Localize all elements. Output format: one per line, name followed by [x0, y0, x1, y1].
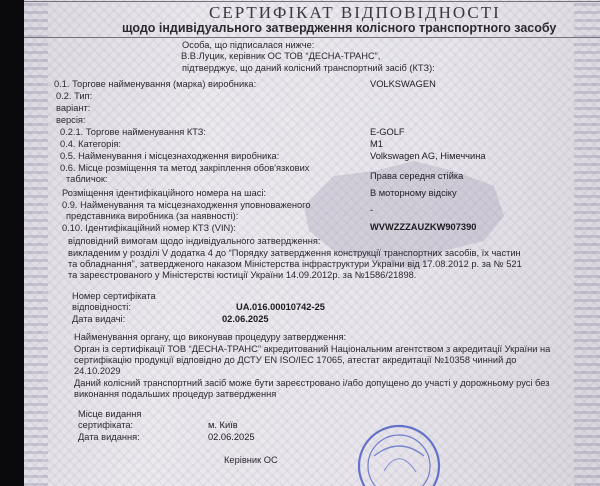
rep-value: -	[370, 205, 374, 215]
footer-signatory: Керівник ОС	[224, 455, 278, 465]
vin-label: 0.10. Ідентифікаційний номер КТЗ (VIN):	[62, 223, 236, 233]
document-subtitle: щодо індивідуального затвердження колісного транспортного засобу	[122, 21, 557, 35]
top-rule	[24, 1, 600, 2]
plates-label-1: 0.6. Місце розміщення та метод закріплення обов'язкових	[60, 163, 310, 173]
certificate-document	[24, 0, 600, 486]
body-info-line-2: Орган із сертифікації ТОВ “ДЕСНА-ТРАНС” акредитований Національним агентством з акредитації України на	[74, 344, 551, 354]
intro-line-1: Особа, що підписалася нижче:	[182, 40, 315, 50]
certificate-number-label-1: Номер сертифіката	[72, 291, 156, 301]
brand-value: VOLKSWAGEN	[370, 79, 436, 89]
subtitle-rule	[24, 37, 600, 38]
body-info-line-5: Даний колісний транспортний засіб може бути зареєстровано і/або допущено до участі у дорожньому русі без	[74, 378, 550, 388]
issue-place-label-1: Місце видання	[78, 409, 142, 419]
document-title: СЕРТИФІКАТ ВІДПОВІДНОСТІ	[209, 3, 501, 22]
model-label: 0.2.1. Торгове найменування КТЗ:	[60, 127, 207, 137]
requirements-line-3: та обладнання”, затвердженого наказом Міністерства інфраструктури України від 17.08.2012 р. за № 521	[68, 259, 522, 269]
body-info-line-3: сертифікацію продукції відповідно до ДСТУ EN ISO/IEC 17065, атестат акредитації №10358 чинний до	[74, 355, 517, 365]
official-stamp	[354, 416, 444, 486]
certificate-number-label-2: відповідності:	[72, 302, 131, 312]
certificate-date-label: Дата видачі:	[72, 314, 126, 324]
intro-line-3: підтверджує, що даний колісний транспортний засіб (КТЗ):	[182, 63, 435, 73]
manufacturer-value: Volkswagen AG, Німеччина	[370, 151, 486, 161]
body-info-line-4: 24.10.2029	[74, 366, 121, 376]
vin-location-value: В моторному відсіку	[370, 188, 457, 198]
issue-date-value: 02.06.2025	[208, 432, 255, 442]
manufacturer-label: 0.5. Найменування і місцезнаходження виробника:	[60, 151, 280, 161]
rep-label-2: представника виробника (за наявності):	[66, 211, 239, 221]
plates-label-2: табличок:	[66, 174, 108, 184]
brand-label: 0.1. Торгове найменування (марка) виробника:	[54, 79, 257, 89]
version-label: версія:	[56, 115, 86, 125]
model-value: E-GOLF	[370, 127, 405, 137]
requirements-line-4: та зареєстрованого у Міністерстві юстиції України 14.09.2012р. за №1586/21898.	[68, 270, 417, 280]
issue-place-label-2: сертифіката:	[78, 420, 134, 430]
body-info-line-1: Найменування органу, що виконував процедуру затвердження:	[74, 332, 347, 342]
requirements-line-1: відповідний вимогам щодо індивідуального затвердження:	[68, 236, 321, 246]
vin-location-label: Розміщення ідентифікаційного номера на шасі:	[62, 188, 267, 198]
vin-value: WVWZZZAUZKW907390	[370, 222, 477, 232]
body-info-line-6: виконання подальших процедур затвердження	[74, 389, 277, 399]
requirements-line-2: викладеним у розділі V додатка 4 до “Порядку затвердження конструкції транспортних засобів, їх частин	[68, 248, 521, 258]
variant-label: варіант:	[56, 103, 91, 113]
category-value: M1	[370, 139, 383, 149]
certificate-date-value: 02.06.2025	[222, 314, 269, 324]
plates-value: Права середня стійка	[370, 171, 464, 181]
intro-line-2: В.В.Луцик, керівник ОС ТОВ “ДЕСНА-ТРАНС”,	[181, 51, 381, 61]
type-label: 0.2. Тип:	[56, 91, 93, 101]
certificate-number-value: UA.016.00010742-25	[236, 302, 325, 312]
rep-label-1: 0.9. Найменування та місцезнаходження уповноваженого	[62, 200, 311, 210]
category-label: 0.4. Категорія:	[60, 139, 122, 149]
issue-date-label: Дата видання:	[78, 432, 140, 442]
issue-place-value: м. Київ	[208, 420, 238, 430]
